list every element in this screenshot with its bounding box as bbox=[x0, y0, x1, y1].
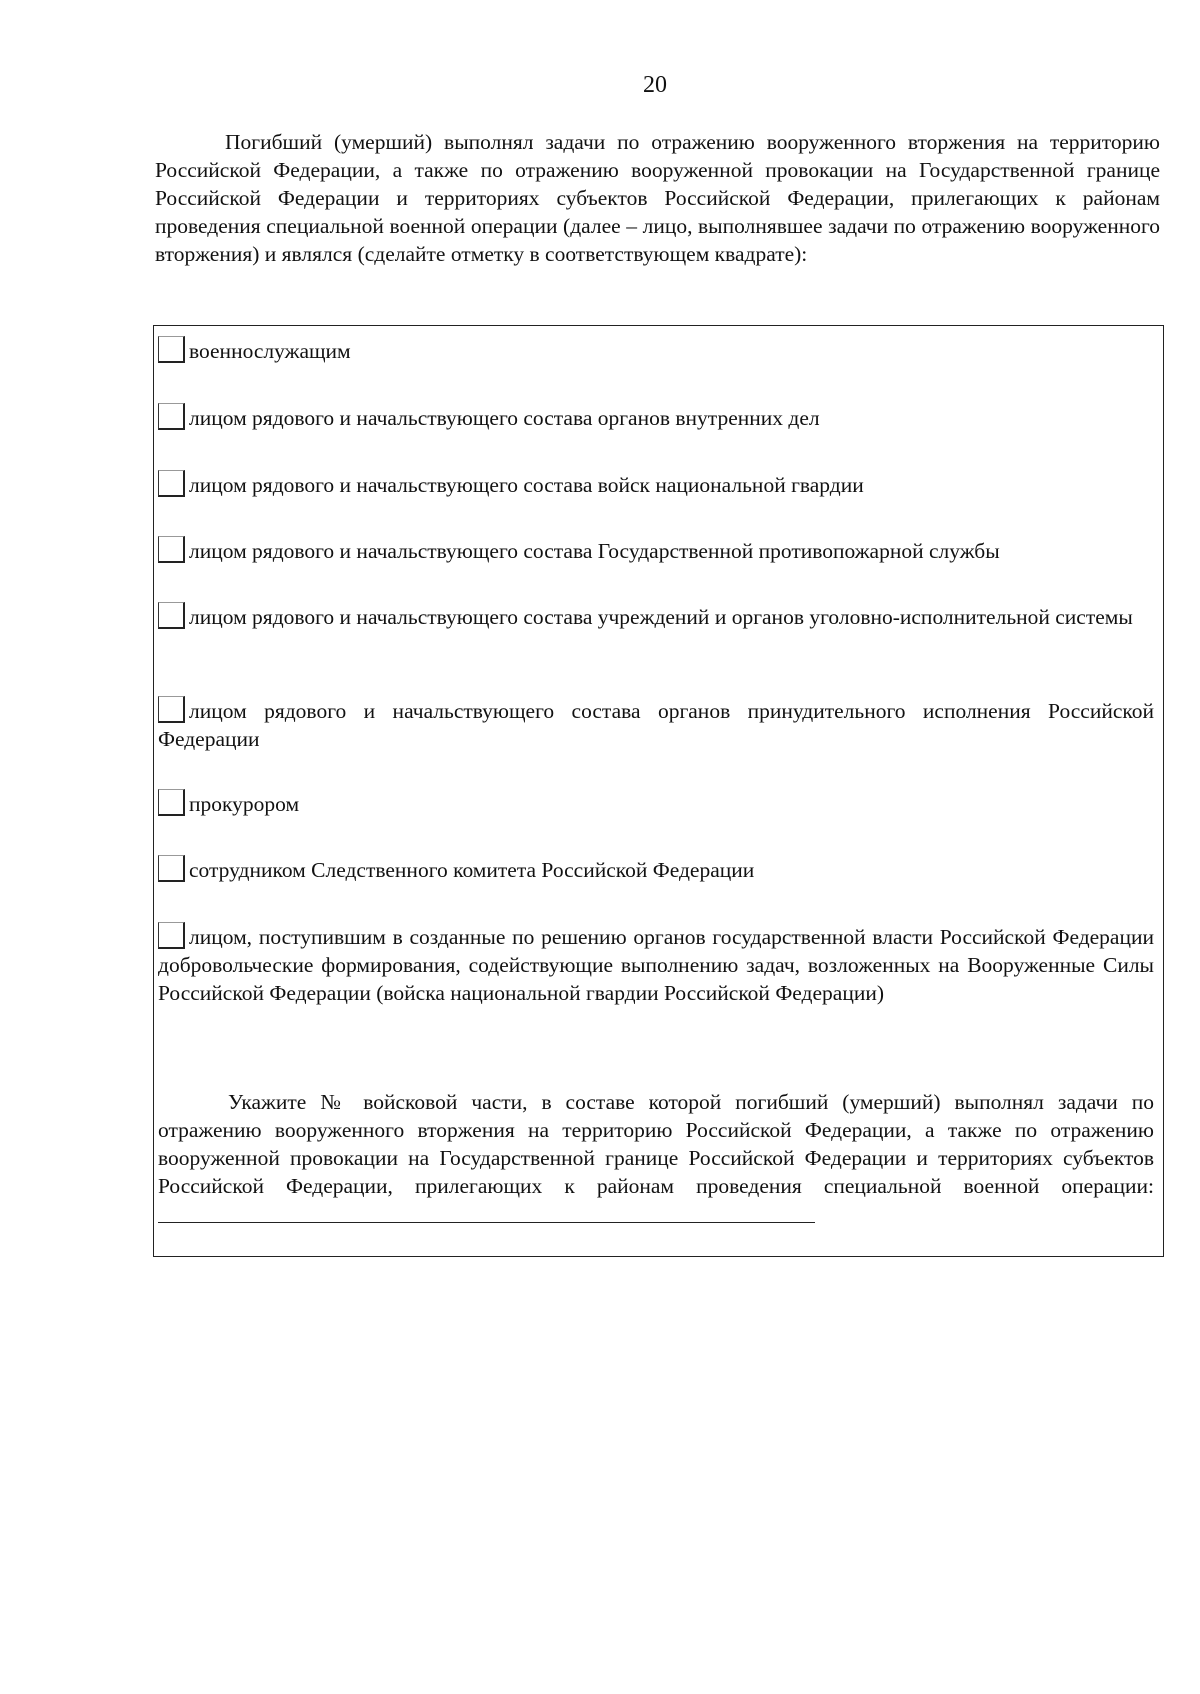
option-label: сотрудником Следственного комитета Российской Федерации bbox=[189, 858, 755, 882]
option-label: лицом рядового и начальствующего состава учреждений и органов уголовно-исполнительной системы bbox=[189, 605, 1133, 629]
checkbox-bailiffs[interactable] bbox=[158, 696, 185, 723]
checkbox-internal-affairs[interactable] bbox=[158, 403, 185, 430]
checkbox-investigative-committee[interactable] bbox=[158, 855, 185, 882]
military-unit-prompt: Укажите № войсковой части, в составе которой погибший (умерший) выполнял задачи по отражению вооруженного вторжения на территорию Российской Федерации, а также по отражению вооруженной провокации на Государственной границе Российской Федерации и территориях субъектов Российской Федерации, прилегающих к районам проведения специальной военной операции: bbox=[158, 1090, 1154, 1198]
option-label: прокурором bbox=[189, 792, 300, 816]
checkbox-fire-service[interactable] bbox=[158, 536, 185, 563]
intro-paragraph bbox=[155, 128, 1160, 268]
checkbox-penitentiary[interactable] bbox=[158, 602, 185, 629]
military-unit-field[interactable] bbox=[158, 1202, 815, 1223]
option-bailiffs bbox=[158, 696, 1154, 753]
option-label: лицом, поступившим в созданные по решению органов государственной власти Российской Федерации добровольческие формирования, содействующие выполнению задач, возложенных на Вооруженные Силы Российской Федерации (войска национальной гвардии Российской Федерации) bbox=[158, 925, 1154, 1005]
option-label: лицом рядового и начальствующего состава органов принудительного исполнения Российской Федерации bbox=[158, 699, 1154, 751]
status-checklist-box bbox=[153, 325, 1164, 1257]
checkbox-serviceman[interactable] bbox=[158, 336, 185, 363]
checkbox-prosecutor[interactable] bbox=[158, 789, 185, 816]
intro-text: Погибший (умерший) выполнял задачи по отражению вооруженного вторжения на территорию Российской Федерации, а также по отражению вооруженной провокации на Государственной границе Российской Федерации и территориях субъектов Российской Федерации, прилегающих к районам проведения специальной военной операции (далее – лицо, выполнявшее задачи по отражению вооруженного вторжения) и являлся (сделайте отметку в соответствующем квадрате): bbox=[155, 130, 1160, 266]
option-volunteer-formations bbox=[158, 922, 1154, 1007]
checkbox-national-guard[interactable] bbox=[158, 470, 185, 497]
option-label: военнослужащим bbox=[189, 339, 351, 363]
option-prosecutor bbox=[158, 789, 1154, 818]
option-label: лицом рядового и начальствующего состава органов внутренних дел bbox=[189, 406, 820, 430]
option-label: лицом рядового и начальствующего состава Государственной противопожарной службы bbox=[189, 539, 1000, 563]
option-internal-affairs bbox=[158, 403, 1154, 432]
option-serviceman bbox=[158, 336, 1154, 365]
option-penitentiary bbox=[158, 602, 1154, 631]
option-national-guard bbox=[158, 470, 1154, 499]
option-label: лицом рядового и начальствующего состава войск национальной гвардии bbox=[189, 473, 864, 497]
page-number: 20 bbox=[643, 72, 667, 98]
military-unit-section bbox=[158, 1088, 1154, 1228]
option-investigative-committee bbox=[158, 855, 1154, 884]
option-fire-service bbox=[158, 536, 1154, 565]
checkbox-volunteer-formations[interactable] bbox=[158, 922, 185, 949]
